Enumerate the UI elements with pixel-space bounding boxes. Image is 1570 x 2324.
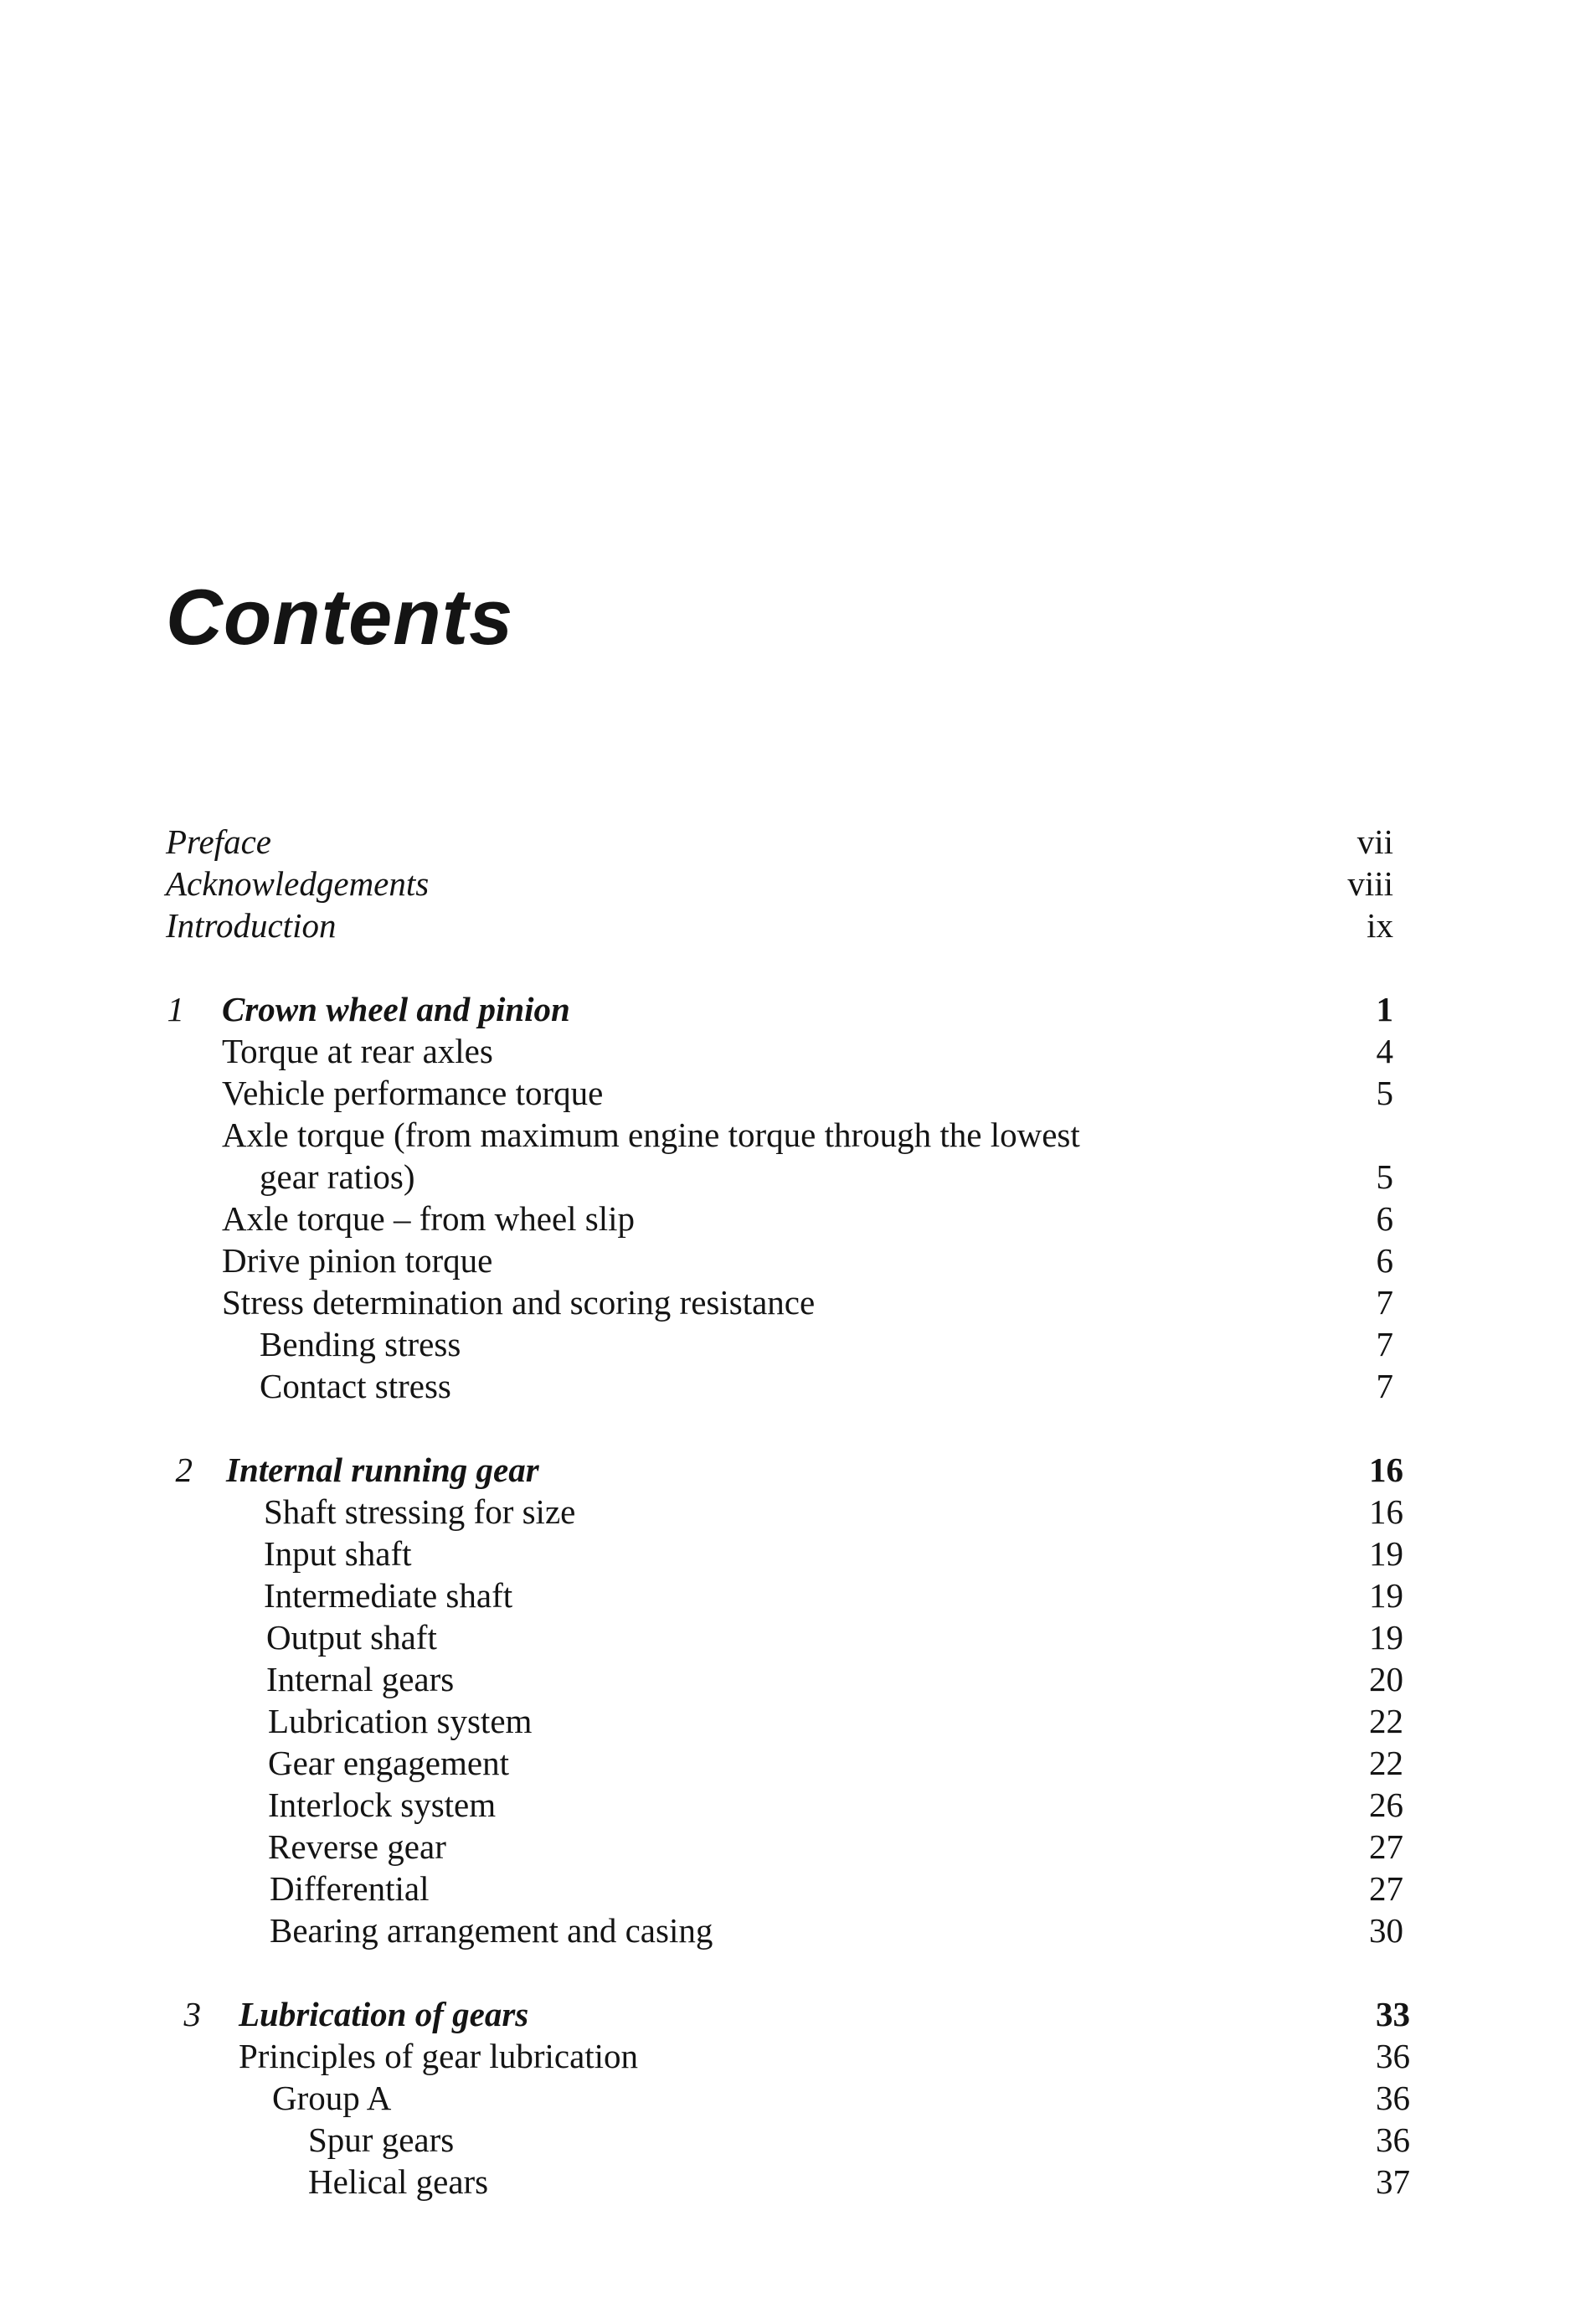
toc-entry-label: Reverse gear — [268, 1827, 446, 1866]
toc-entry-page: 27 — [1369, 1827, 1403, 1866]
toc-entry-page: 22 — [1369, 1744, 1403, 1782]
toc-entry[interactable] — [0, 2161, 1570, 2203]
chapter-number: 2 — [175, 1451, 193, 1489]
toc-entry[interactable] — [0, 2035, 1570, 2077]
toc-entry[interactable] — [0, 1281, 1570, 1323]
toc-entry-page: 7 — [1376, 1325, 1393, 1363]
toc-entry[interactable] — [0, 2119, 1570, 2161]
chapter-title: Crown wheel and pinion — [222, 990, 570, 1028]
toc-entry[interactable] — [0, 1909, 1570, 1951]
toc-entry[interactable] — [0, 1868, 1570, 1909]
toc-entry-page: 20 — [1369, 1660, 1403, 1698]
toc-entry[interactable] — [0, 1239, 1570, 1281]
toc-entry[interactable] — [0, 1574, 1570, 1616]
toc-entry-label: Interlock system — [268, 1786, 497, 1824]
toc-entry-label: Spur gears — [308, 2120, 455, 2159]
toc-entry-label: Axle torque – from wheel slip — [222, 1199, 636, 1238]
toc-entry-page: 5 — [1376, 1157, 1393, 1196]
toc-entry-page: vii — [1356, 822, 1393, 861]
toc-entry[interactable] — [0, 1365, 1570, 1407]
toc-entry[interactable] — [0, 1784, 1570, 1826]
toc-entry-label: Stress determination and scoring resistance — [222, 1283, 816, 1322]
toc-entry-page: 19 — [1369, 1534, 1403, 1573]
toc-entry-label: Lubrication system — [268, 1702, 533, 1740]
chapter-title: Internal running gear — [226, 1451, 539, 1489]
toc-entry-label: Acknowledgements — [166, 864, 430, 903]
toc-entry[interactable] — [0, 1072, 1570, 1114]
toc-entry-label: Vehicle performance torque — [222, 1074, 604, 1112]
toc-entry-label: Contact stress — [260, 1367, 451, 1405]
chapter-number: 3 — [183, 1995, 201, 2033]
toc-entry-label: Bending stress — [260, 1325, 461, 1363]
toc-entry-page: 36 — [1376, 2120, 1410, 2159]
toc-entry-page: 4 — [1376, 1032, 1393, 1070]
toc-entry-label: Gear engagement — [268, 1744, 509, 1782]
toc-entry-label: Drive pinion torque — [222, 1241, 493, 1280]
toc-entry-page: ix — [1367, 906, 1393, 945]
chapter-page: 1 — [1376, 990, 1393, 1028]
toc-entry-page: 16 — [1369, 1492, 1403, 1531]
toc-entry[interactable] — [0, 1198, 1570, 1239]
toc-entry[interactable] — [0, 1491, 1570, 1533]
toc-entry-label: gear ratios) — [260, 1157, 415, 1196]
toc-entry[interactable] — [0, 1030, 1570, 1072]
toc-entry[interactable] — [0, 1114, 1570, 1156]
toc-entry-page: 19 — [1369, 1576, 1403, 1615]
toc-entry[interactable] — [0, 1658, 1570, 1700]
chapter-page: 16 — [1369, 1451, 1403, 1489]
toc-entry[interactable] — [0, 1616, 1570, 1658]
toc-entry-page: 7 — [1376, 1283, 1393, 1322]
toc-entry-label: Bearing arrangement and casing — [270, 1911, 713, 1950]
chapter-3-heading[interactable] — [0, 1993, 1570, 2035]
chapter-2-heading[interactable] — [0, 1449, 1570, 1491]
toc-entry-page: 5 — [1376, 1074, 1393, 1112]
chapter-number: 1 — [167, 990, 184, 1028]
toc-entry-acknowledgements[interactable] — [0, 863, 1570, 904]
toc-entry[interactable] — [0, 1742, 1570, 1784]
chapter-title: Lubrication of gears — [239, 1995, 529, 2033]
toc-entry-label: Internal gears — [266, 1660, 455, 1698]
toc-entry-page: 30 — [1369, 1911, 1403, 1950]
page-title: Contents — [166, 573, 514, 661]
toc-entry-page: 22 — [1369, 1702, 1403, 1740]
toc-entry-page: 6 — [1376, 1199, 1393, 1238]
toc-entry[interactable] — [0, 1323, 1570, 1365]
toc-entry-page: 19 — [1369, 1618, 1403, 1657]
chapter-1-heading[interactable] — [0, 988, 1570, 1030]
toc-entry[interactable] — [0, 1826, 1570, 1868]
toc-entry-label: Differential — [270, 1869, 430, 1908]
toc-entry-page: 37 — [1376, 2162, 1410, 2201]
toc-entry-label: Intermediate shaft — [264, 1576, 513, 1615]
toc-entry-label: Helical gears — [308, 2162, 489, 2201]
toc-entry[interactable] — [0, 1533, 1570, 1574]
chapter-page: 33 — [1376, 1995, 1410, 2033]
toc-entry-page: 36 — [1376, 2079, 1410, 2117]
toc-entry-page: viii — [1347, 864, 1393, 903]
toc-entry-label: Input shaft — [264, 1534, 412, 1573]
toc-entry-page: 27 — [1369, 1869, 1403, 1908]
toc-entry-page: 26 — [1369, 1786, 1403, 1824]
toc-entry-label: Preface — [166, 822, 271, 861]
toc-entry-label: Output shaft — [266, 1618, 437, 1657]
toc-entry-page: 7 — [1376, 1367, 1393, 1405]
toc-entry-page: 6 — [1376, 1241, 1393, 1280]
toc-entry[interactable] — [0, 1156, 1570, 1198]
toc-entry-preface[interactable] — [0, 821, 1570, 863]
toc-entry-label: Axle torque (from maximum engine torque through the lowest — [222, 1116, 1080, 1154]
toc-entry-introduction[interactable] — [0, 904, 1570, 946]
toc-entry-label: Group A — [272, 2079, 392, 2117]
toc-entry-label: Principles of gear lubrication — [239, 2037, 639, 2075]
toc-entry-label: Torque at rear axles — [222, 1032, 493, 1070]
toc-entry[interactable] — [0, 1700, 1570, 1742]
toc-entry-label: Introduction — [166, 906, 337, 945]
toc-entry[interactable] — [0, 2077, 1570, 2119]
toc-entry-label: Shaft stressing for size — [264, 1492, 576, 1531]
toc-entry-page: 36 — [1376, 2037, 1410, 2075]
